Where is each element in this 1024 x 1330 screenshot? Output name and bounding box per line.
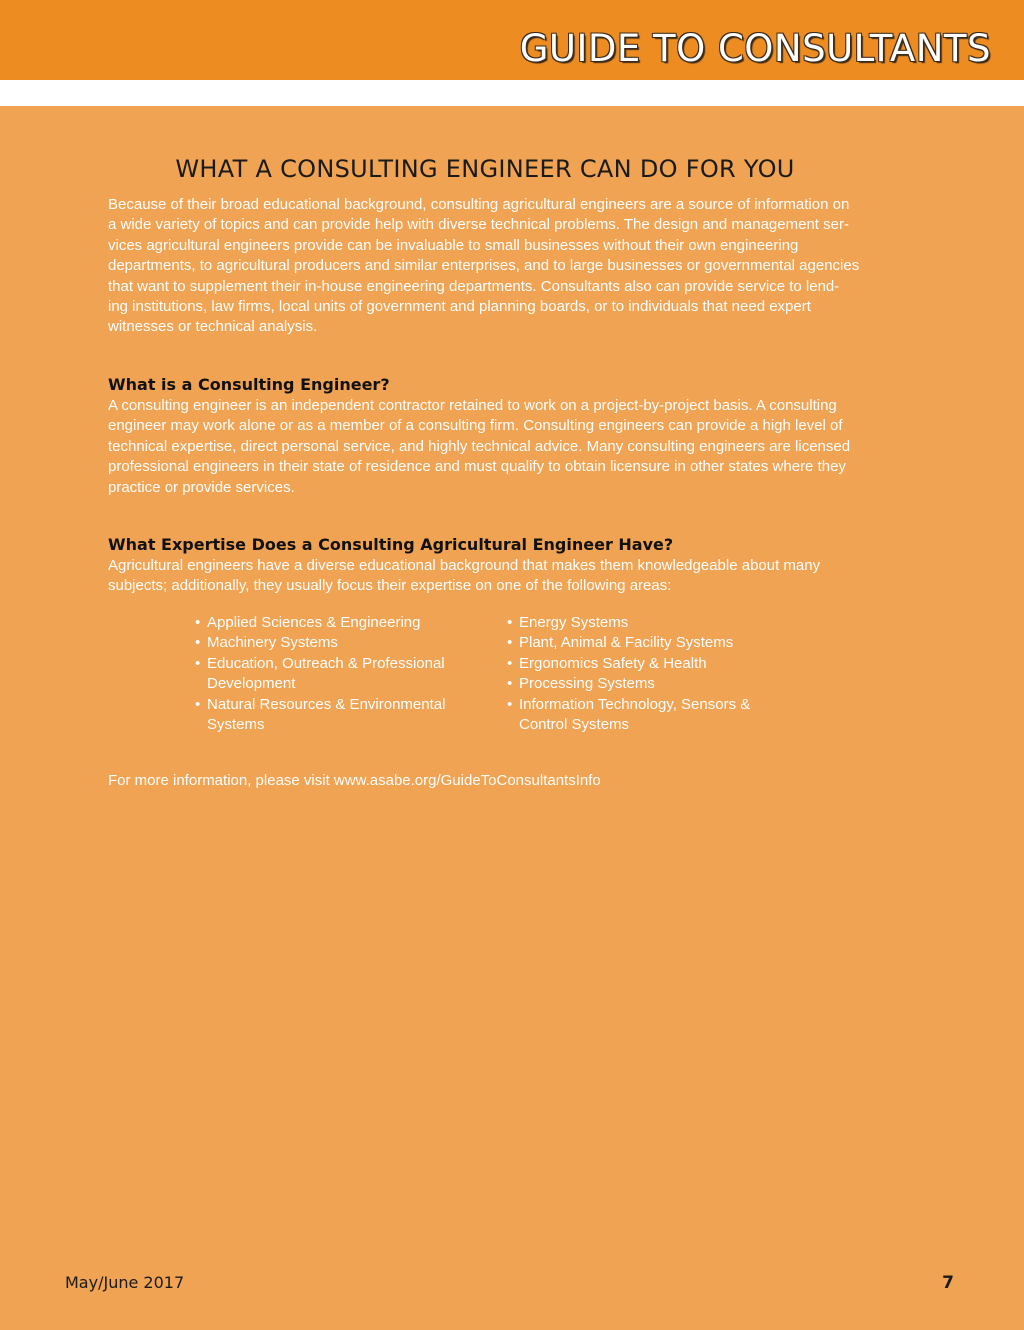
list-item (195, 654, 445, 695)
header-title: GUIDE TO CONSULTANTS (519, 27, 991, 70)
section2-line: Agricultural engineers have a diverse educational background that makes them knowledgeable about many (108, 557, 821, 574)
list-item (507, 633, 750, 653)
bullet-icon: • (195, 614, 201, 631)
section2-heading: What Expertise Does a Consulting Agricultural Engineer Have? (108, 535, 674, 554)
intro-line: vices agricultural engineers provide can be invaluable to small businesses without their own engineering (108, 236, 799, 254)
list-item-text: Ergonomics Safety & Health (519, 654, 707, 672)
page-number: 7 (942, 1273, 954, 1293)
list-item-text: Processing Systems (519, 675, 655, 693)
section1-paragraph (108, 396, 868, 498)
section1-line: engineer may work alone or as a member of a consulting firm. Consulting engineers can provide a high level of (108, 417, 843, 435)
list-item-text: Systems (207, 716, 265, 734)
section2-line: subjects; additionally, they usually focus their expertise on one of the following areas: (108, 577, 672, 595)
list-item-text: Energy Systems (519, 614, 629, 631)
intro-line: a wide variety of topics and can provide help with diverse technical problems. The design and management ser- (108, 216, 849, 234)
intro-line: that want to supplement their in-house engineering departments. Consultants also can provide service to lend- (108, 277, 840, 295)
section1-line: technical expertise, direct personal service, and highly technical advice. Many consulting engineers are licensed (108, 437, 851, 455)
bullet-icon: • (195, 695, 201, 713)
bullet-icon: • (507, 614, 513, 631)
intro-line: ing institutions, law firms, local units of government and planning boards, or to individuals that need expert (108, 298, 811, 316)
list-item (195, 613, 445, 633)
list-item-text: Natural Resources & Environmental (207, 695, 446, 713)
list-item (195, 695, 445, 736)
section1-line: practice or provide services. (108, 478, 295, 496)
list-item (507, 654, 750, 674)
section1-line: professional engineers in their state of residence and must qualify to obtain licensure in other states where they (108, 458, 846, 476)
bullet-icon: • (195, 634, 201, 652)
bullet-icon: • (507, 695, 513, 713)
list-item-text: Development (207, 675, 296, 693)
bullet-icon: • (195, 654, 201, 672)
expertise-list-right (507, 613, 750, 735)
section1-line: A consulting engineer is an independent contractor retained to work on a project-by-project basis. A consulting (108, 397, 837, 414)
list-item-text: Information Technology, Sensors & (519, 695, 751, 713)
list-item (507, 674, 750, 694)
bullet-icon: • (507, 654, 513, 672)
footer-date: May/June 2017 (65, 1273, 185, 1292)
more-info-link-text: For more information, please visit www.asabe.org/GuideToConsultantsInfo (108, 772, 601, 789)
bullet-icon: • (507, 634, 513, 652)
intro-line: Because of their broad educational background, consulting agricultural engineers are a source of information on (108, 196, 850, 213)
list-item-text: Plant, Animal & Facility Systems (519, 634, 734, 652)
intro-paragraph (108, 195, 868, 338)
list-item (507, 613, 750, 633)
list-item-text: Education, Outreach & Professional (207, 654, 445, 672)
intro-line: departments, to agricultural producers and similar enterprises, and to large businesses or governmental agencies (108, 257, 860, 275)
list-item-text: Machinery Systems (207, 634, 338, 652)
section1-heading: What is a Consulting Engineer? (108, 375, 390, 394)
header-divider (0, 80, 1024, 106)
page-title: WHAT A CONSULTING ENGINEER CAN DO FOR YOU (175, 155, 795, 183)
list-item (195, 633, 445, 653)
bullet-icon: • (507, 675, 513, 693)
section2-paragraph (108, 556, 868, 597)
list-item (507, 695, 750, 736)
intro-line: witnesses or technical analysis. (108, 318, 318, 336)
list-item-text: Applied Sciences & Engineering (207, 614, 421, 631)
list-item-text: Control Systems (519, 716, 630, 734)
expertise-list-left (195, 613, 445, 735)
